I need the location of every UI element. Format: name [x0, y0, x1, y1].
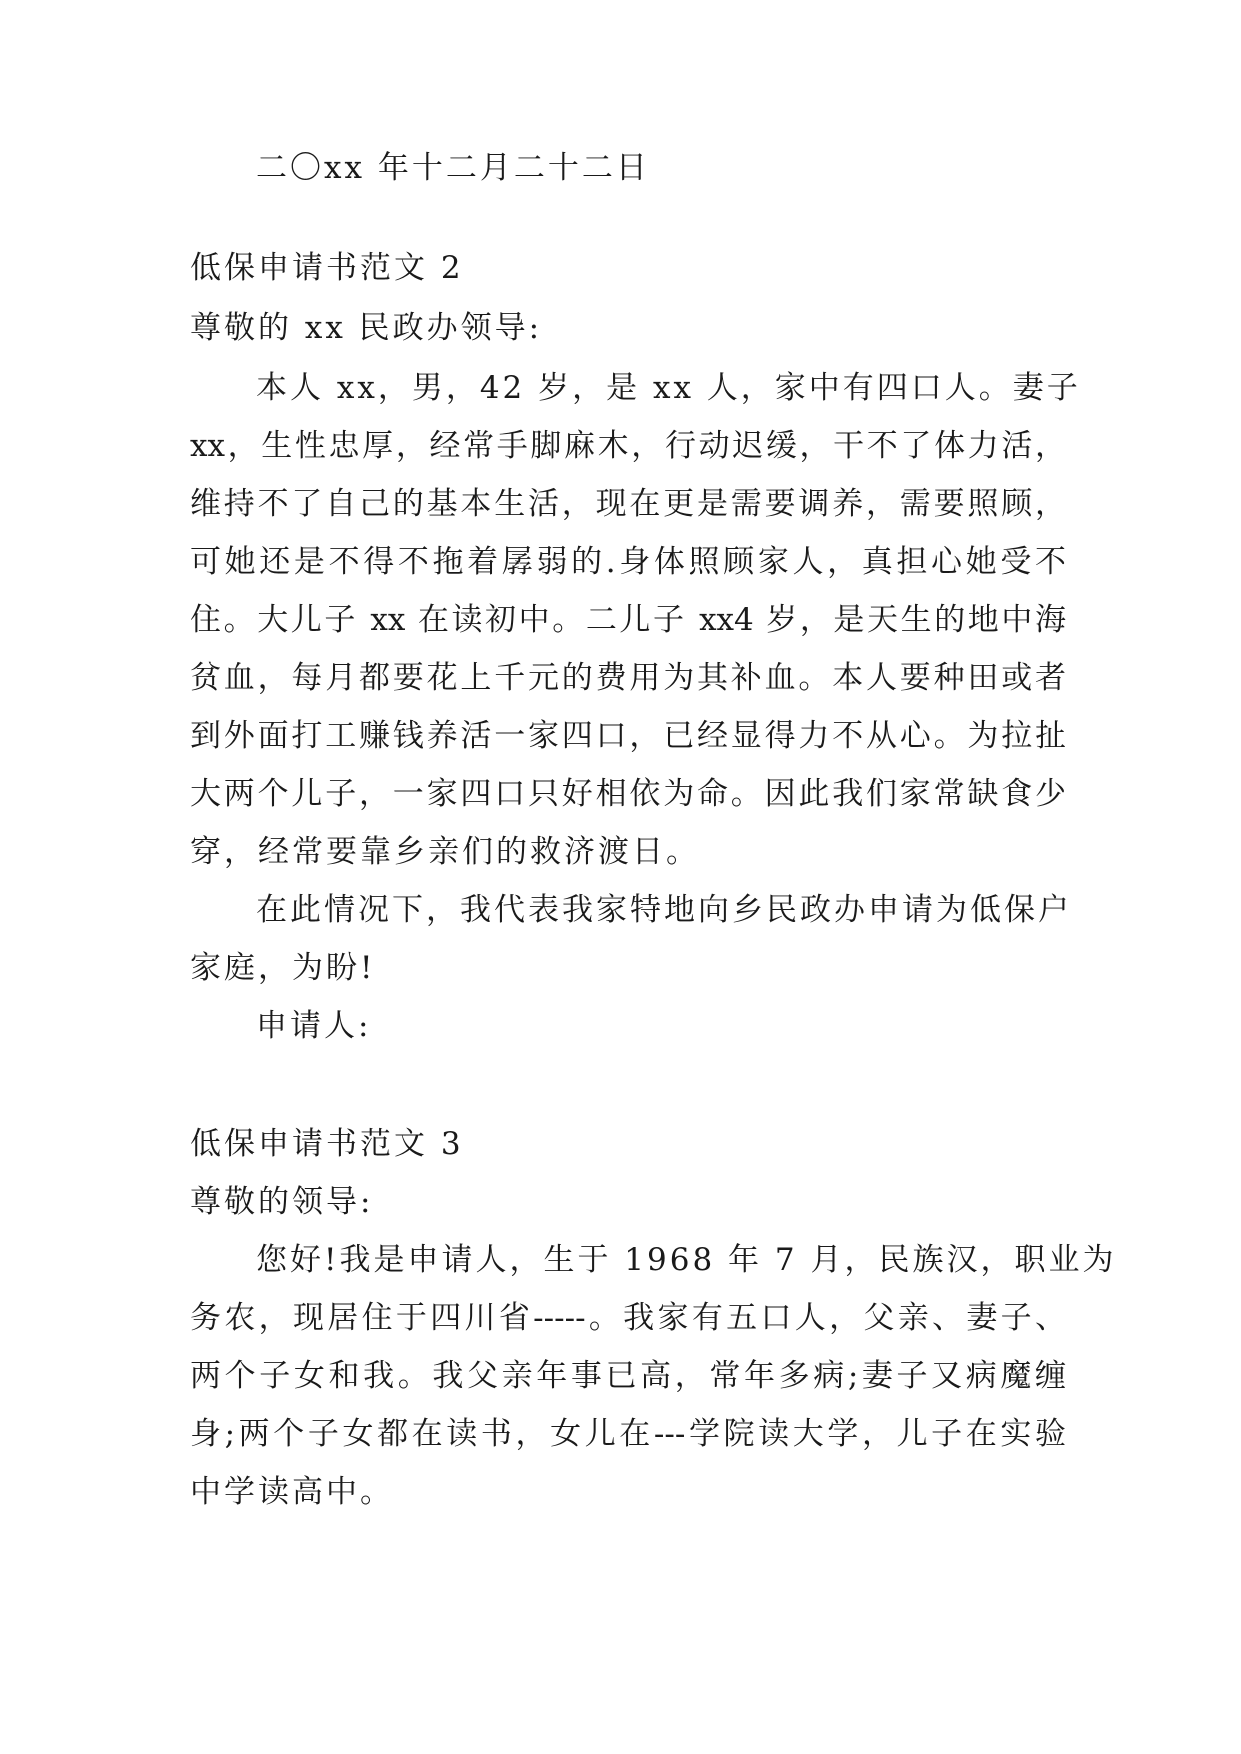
sample3-para1-line: 务农，现居住于四川省-----。我家有五口人，父亲、妻子、 — [190, 1300, 1066, 1336]
sample3-salutation: 尊敬的领导: — [190, 1184, 374, 1220]
sample2-para1-line: 大两个儿子，一家四口只好相依为命。因此我们家常缺食少 — [190, 776, 1066, 812]
sample2-para1-line: 贫血，每月都要花上千元的费用为其补血。本人要种田或者 — [190, 660, 1066, 696]
sample3-para1-line: 两个子女和我。我父亲年事已高，常年多病;妻子又病魔缠 — [190, 1358, 1066, 1394]
sample2-para2-line: 在此情况下，我代表我家特地向乡民政办申请为低保户 — [256, 892, 1072, 928]
sample2-para1-line: 本人 xx，男，42 岁，是 xx 人，家中有四口人。妻子 — [256, 370, 1081, 406]
sample2-para1-line: 可她还是不得不拖着孱弱的.身体照顾家人，真担心她受不 — [190, 544, 1066, 580]
sample3-title: 低保申请书范文 3 — [190, 1126, 464, 1162]
sample3-para1-line: 您好!我是申请人，生于 1968 年 7 月，民族汉，职业为 — [256, 1242, 1117, 1278]
sample3-para1-line: 中学读高中。 — [190, 1474, 394, 1510]
sample2-para1-line: 维持不了自己的基本生活，现在更是需要调养，需要照顾， — [190, 486, 1066, 522]
sample2-para2-line: 家庭，为盼! — [190, 950, 376, 986]
sample2-salutation: 尊敬的 xx 民政办领导: — [190, 310, 543, 346]
date-line: 二〇xx 年十二月二十二日 — [256, 150, 650, 186]
sample2-para1-line: 住。大儿子 xx 在读初中。二儿子 xx4 岁，是天生的地中海 — [190, 602, 1066, 638]
sample2-para1-line: xx，生性忠厚，经常手脚麻木，行动迟缓，干不了体力活， — [190, 428, 1066, 464]
sample2-title: 低保申请书范文 2 — [190, 250, 464, 286]
sample2-applicant: 申请人: — [256, 1008, 372, 1044]
sample2-para1-line: 穿，经常要靠乡亲们的救济渡日。 — [190, 834, 700, 870]
sample2-para1-line: 到外面打工赚钱养活一家四口，已经显得力不从心。为拉扯 — [190, 718, 1066, 754]
sample3-para1-line: 身;两个子女都在读书，女儿在---学院读大学，儿子在实验 — [190, 1416, 1066, 1452]
